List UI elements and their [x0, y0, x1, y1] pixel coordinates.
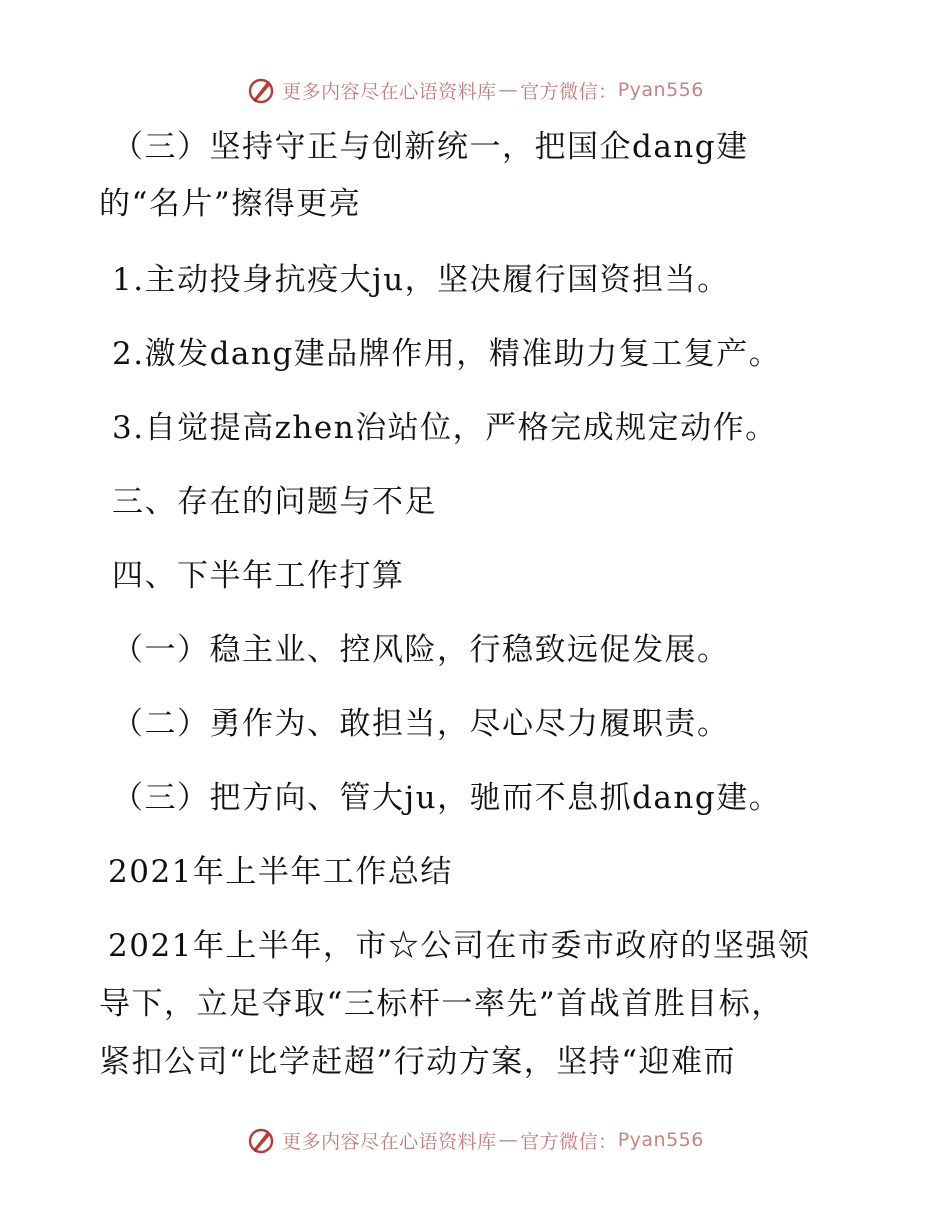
- watermark-footer: [0, 1120, 950, 1160]
- list-item-1: 1.主动投身抗疫大ju，坚决履行国资担当。: [112, 262, 730, 298]
- list-item-3: 3.自觉提高zhen治站位，严格完成规定动作。: [112, 410, 778, 446]
- watermark-contact-label: 官方微信：: [520, 80, 618, 103]
- plan-item-2: （二）勇作为、敢担当，尽心尽力履职责。: [112, 706, 730, 742]
- section-heading-3-continued: 的“名片”擦得更亮: [99, 186, 362, 222]
- list-item-2: 2.激发dang建品牌作用，精准助力复工复产。: [112, 336, 782, 372]
- section-heading-plans: 四、下半年工作打算: [112, 558, 405, 594]
- paragraph-line-2: 导下，立足夺取“三标杆一率先”首战首胜目标，: [99, 986, 784, 1022]
- section-heading-3: （三）坚持守正与创新统一，把国企dang建: [112, 129, 749, 165]
- quill-pen-circle-icon: [246, 75, 276, 105]
- watermark-contact-id: Pyan556: [617, 1129, 704, 1151]
- plan-item-1: （一）稳主业、控风险，行稳致远促发展。: [112, 632, 730, 668]
- plan-item-3: （三）把方向、管大ju，驰而不息抓dang建。: [112, 780, 782, 816]
- document-title: 2021年上半年工作总结: [108, 854, 453, 890]
- watermark-brand-text: 更多内容尽在心语资料库: [282, 80, 497, 103]
- watermark-brand-text: 更多内容尽在心语资料库: [282, 1130, 497, 1153]
- watermark-contact-label: 官方微信：: [520, 1130, 618, 1153]
- paragraph-line-3: 紧扣公司“比学赶超”行动方案，坚持“迎难而: [99, 1044, 737, 1080]
- quill-pen-circle-icon: [246, 1125, 276, 1155]
- section-heading-problems: 三、存在的问题与不足: [112, 484, 437, 520]
- watermark-header: [0, 70, 950, 110]
- paragraph-line-1: 2021年上半年，市☆公司在市委市政府的坚强领: [108, 928, 811, 964]
- watermark-separator: —: [498, 79, 519, 101]
- watermark-contact-id: Pyan556: [617, 79, 704, 101]
- watermark-separator: —: [498, 1129, 519, 1151]
